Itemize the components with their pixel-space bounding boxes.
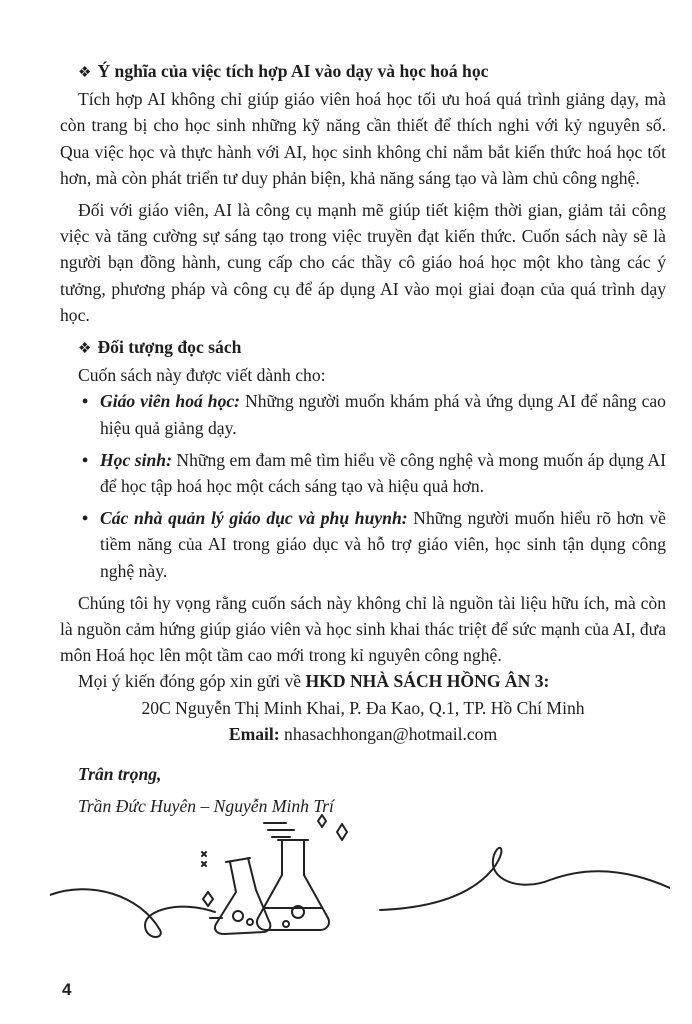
publisher-address: 20C Nguyễn Thị Minh Khai, P. Đa Kao, Q.1, TP. Hồ Chí Minh (141, 697, 585, 718)
four-diamond-icon: ❖ (78, 65, 92, 81)
chemistry-flasks-illustration (50, 800, 670, 940)
publisher-name: HKD NHÀ SÁCH HỒNG ÂN 3: (305, 671, 550, 692)
audience-intro: Cuốn sách này được viết dành cho: (78, 365, 326, 386)
four-diamond-icon: ❖ (78, 341, 92, 358)
list-item: • Giáo viên hoá học: Những người muốn khám phá và ứng dụng AI để nâng cao hiệu quả giảng dạy. (60, 388, 666, 440)
list-item: • Học sinh: Những em đam mê tìm hiểu về công nghệ và mong muốn áp dụng AI để học tập hoá học một cách sáng tạo và hiệu quả hơn. (60, 447, 666, 499)
audience-list (60, 388, 666, 583)
section-heading-audience: ❖ Đối tượng đọc sách (78, 337, 242, 358)
sparkle-icon (337, 824, 347, 840)
swirl-line-left (50, 889, 215, 937)
bullet-dot-icon: • (82, 508, 89, 529)
paragraph: Đối với giáo viên, AI là công cụ mạnh mẽ giúp tiết kiệm thời gian, giảm tải công việc và tăng cường sự sáng tạo trong việc truyền đạt kiến thức. Cuốn sách này sẽ là người bạn đồng hành, cung cấp cho các thầy cô giáo hoá học một kho tàng các ý tưởng, phương pháp và công cụ để áp dụng AI vào mọi giai đoạn của quá trình dạy học. (60, 200, 666, 325)
sparkle-icon (203, 892, 213, 906)
section-heading-significance: ❖ Ý nghĩa của việc tích hợp AI vào dạy và học hoá học (78, 61, 489, 81)
paragraph: Tích hợp AI không chỉ giúp giáo viên hoá học tối ưu hoá quá trình giảng dạy, mà còn trang bị cho học sinh những kỹ năng cần thiết để thích nghi với kỷ nguyên số. Qua việc học và thực hành với AI, học sinh không chỉ nắm bắt kiến thức hoá học tốt hơn, mà còn phát triển tư duy phản biện, khả năng sáng tạo và làm chủ công nghệ. (60, 89, 666, 188)
signoff: Trân trọng, (78, 764, 162, 785)
email-address: nhasachhongan@hotmail.com (279, 723, 498, 744)
bullet-dot-icon: • (82, 449, 89, 470)
bullet-dot-icon: • (82, 391, 89, 412)
page-number: 4 (62, 980, 72, 999)
sparkle-icon (318, 815, 326, 827)
swirl-line-right (380, 848, 670, 910)
authors: Trần Đức Huyên – Nguyễn Minh Trí (78, 796, 334, 817)
flask-front-icon (215, 858, 270, 934)
email-line: Email: nhasachhongan@hotmail.com (228, 723, 498, 744)
feedback-line: Mọi ý kiến đóng góp xin gửi về HKD NHÀ SÁCH HỒNG ÂN 3: (78, 671, 550, 692)
list-item: • Các nhà quản lý giáo dục và phụ huynh: Những người muốn hiểu rõ hơn về tiềm năng của AI trong giáo dục và hỗ trợ giáo viên, học sinh tận dụng công nghệ này. (60, 505, 666, 584)
closing-paragraph: Chúng tôi hy vọng rằng cuốn sách này không chỉ là nguồn tài liệu hữu ích, mà còn là nguồn cảm hứng giúp giáo viên và học sinh khai thác triệt để sức mạnh của AI, đưa môn Hoá học lên một tầm cao mới trong kỉ nguyên công nghệ. (60, 592, 666, 666)
page-content (60, 58, 666, 819)
